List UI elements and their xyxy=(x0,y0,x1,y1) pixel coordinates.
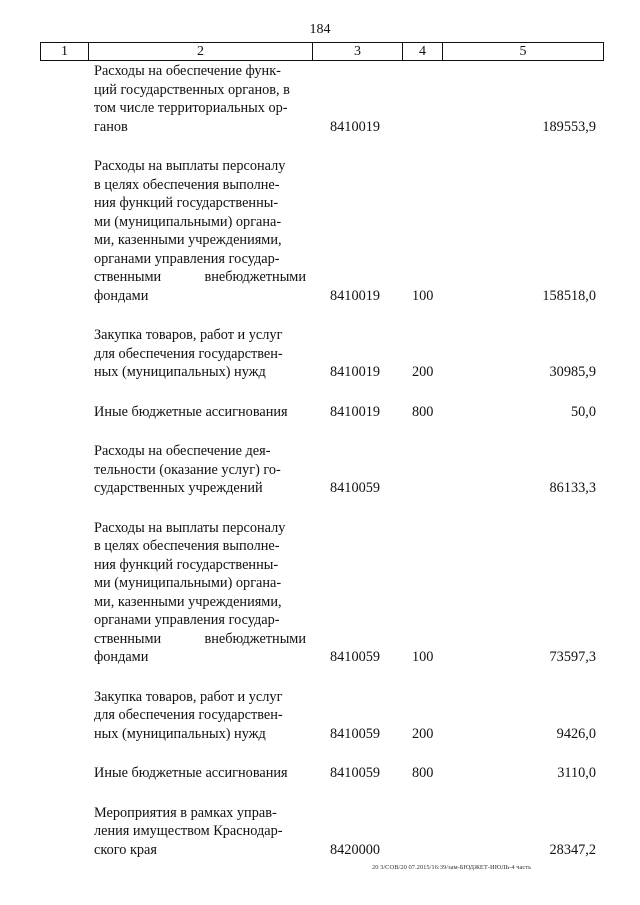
row-expense-type: 100 xyxy=(412,649,434,665)
column-header-5: 5 xyxy=(519,44,527,59)
row-description-line: Расходы на обеспечение дея- xyxy=(94,443,271,459)
row-description xyxy=(94,804,306,860)
row-description xyxy=(94,519,306,667)
row-description-line: органами управления государ- xyxy=(94,250,280,267)
row-amount: 28347,2 xyxy=(549,841,596,858)
row-description-line: в целях обеспечения выполне- xyxy=(94,176,280,193)
row-description-line: Закупка товаров, работ и услуг xyxy=(94,688,283,705)
table-row xyxy=(40,442,604,498)
row-description xyxy=(94,764,306,783)
row-description-line: ственными внебюджетными xyxy=(94,630,306,647)
row-code: 8410019 xyxy=(330,364,381,380)
row-description-line: Иные бюджетные ассигнования xyxy=(94,403,288,420)
column-header-row xyxy=(40,42,604,61)
row-code: 8410019 xyxy=(330,403,381,420)
row-description-line: ных (муниципальных) нужд xyxy=(94,725,266,742)
column-header-2: 2 xyxy=(89,43,313,60)
row-description-line: ственными внебюджетными xyxy=(94,269,306,285)
column-header-3: 3 xyxy=(313,43,403,60)
row-description-line: сударственных учреждений xyxy=(94,480,263,496)
column-header-1: 1 xyxy=(41,43,89,60)
column-header-4: 4 xyxy=(403,43,443,60)
row-amount: 30985,9 xyxy=(549,364,596,380)
row-description-line: Расходы на обеспечение функ- xyxy=(94,63,281,79)
table-row xyxy=(40,764,604,783)
row-description-line: фондами xyxy=(94,649,149,665)
row-description-line: ных (муниципальных) нужд xyxy=(94,364,266,380)
row-amount: 3110,0 xyxy=(557,765,596,781)
row-description xyxy=(94,157,306,305)
row-description-line: ми, казенными учреждениями, xyxy=(94,593,282,610)
row-code: 8410059 xyxy=(330,765,381,781)
row-code: 8410019 xyxy=(330,287,381,304)
row-description-line: тельности (оказание услуг) го- xyxy=(94,461,281,478)
row-expense-type: 200 xyxy=(412,364,434,380)
row-code: 8420000 xyxy=(330,841,381,858)
table-row xyxy=(40,403,604,422)
row-expense-type: 200 xyxy=(412,725,434,742)
row-description-line: том числе территориальных ор- xyxy=(94,100,288,116)
row-amount: 189553,9 xyxy=(542,118,596,135)
row-amount: 73597,3 xyxy=(549,649,596,665)
row-description-line: ления имуществом Краснодар- xyxy=(94,823,283,839)
row-description-line: Закупка товаров, работ и услуг xyxy=(94,327,283,343)
table-row xyxy=(40,157,604,305)
row-expense-type: 100 xyxy=(412,287,434,304)
row-description-line: фондами xyxy=(94,287,149,304)
table-row xyxy=(40,519,604,667)
row-code: 8410059 xyxy=(330,725,381,742)
table-row xyxy=(40,688,604,744)
row-description-line: ния функций государственны- xyxy=(94,195,279,211)
row-description-line: Мероприятия в рамках управ- xyxy=(94,804,277,821)
row-expense-type: 800 xyxy=(412,765,434,781)
row-description-line: ния функций государственны- xyxy=(94,556,279,573)
row-amount: 9426,0 xyxy=(556,725,596,742)
row-amount: 158518,0 xyxy=(542,287,596,304)
row-description xyxy=(94,62,306,136)
row-description-line: в целях обеспечения выполне- xyxy=(94,538,280,554)
row-description-line: Расходы на выплаты персоналу xyxy=(94,519,286,536)
row-description xyxy=(94,403,306,422)
row-expense-type: 800 xyxy=(412,403,434,420)
row-description xyxy=(94,326,306,382)
row-description-line: Расходы на выплаты персоналу xyxy=(94,158,286,174)
row-code: 8410019 xyxy=(330,118,381,135)
row-description-line: ций государственных органов, в xyxy=(94,81,290,98)
row-description-line: ми (муниципальными) органа- xyxy=(94,575,282,591)
row-description-line: ми, казенными учреждениями, xyxy=(94,232,282,248)
row-description xyxy=(94,688,306,744)
row-description-line: Иные бюджетные ассигнования xyxy=(94,765,288,781)
table-row xyxy=(40,326,604,382)
footer-stamp: 20 3/СОВ/20 07.2015/16:39/зам-БЮДЖЕТ-ИЮЛЬ-4 часть xyxy=(372,864,532,871)
row-code: 8410059 xyxy=(330,649,381,665)
row-description-line: ганов xyxy=(94,118,128,135)
row-description-line: для обеспечения государствен- xyxy=(94,707,283,723)
row-code: 8410059 xyxy=(330,480,381,496)
row-amount: 50,0 xyxy=(570,403,596,420)
table-row xyxy=(40,804,604,860)
row-description-line: органами управления государ- xyxy=(94,612,280,628)
row-description-line: для обеспечения государствен- xyxy=(94,345,283,362)
row-description-line: ми (муниципальными) органа- xyxy=(94,213,282,230)
budget-table-body xyxy=(40,62,604,859)
row-amount: 86133,3 xyxy=(549,480,596,496)
page-number: 184 xyxy=(309,22,331,37)
row-description xyxy=(94,442,306,498)
row-description-line: ского края xyxy=(94,841,157,858)
table-row xyxy=(40,62,604,136)
